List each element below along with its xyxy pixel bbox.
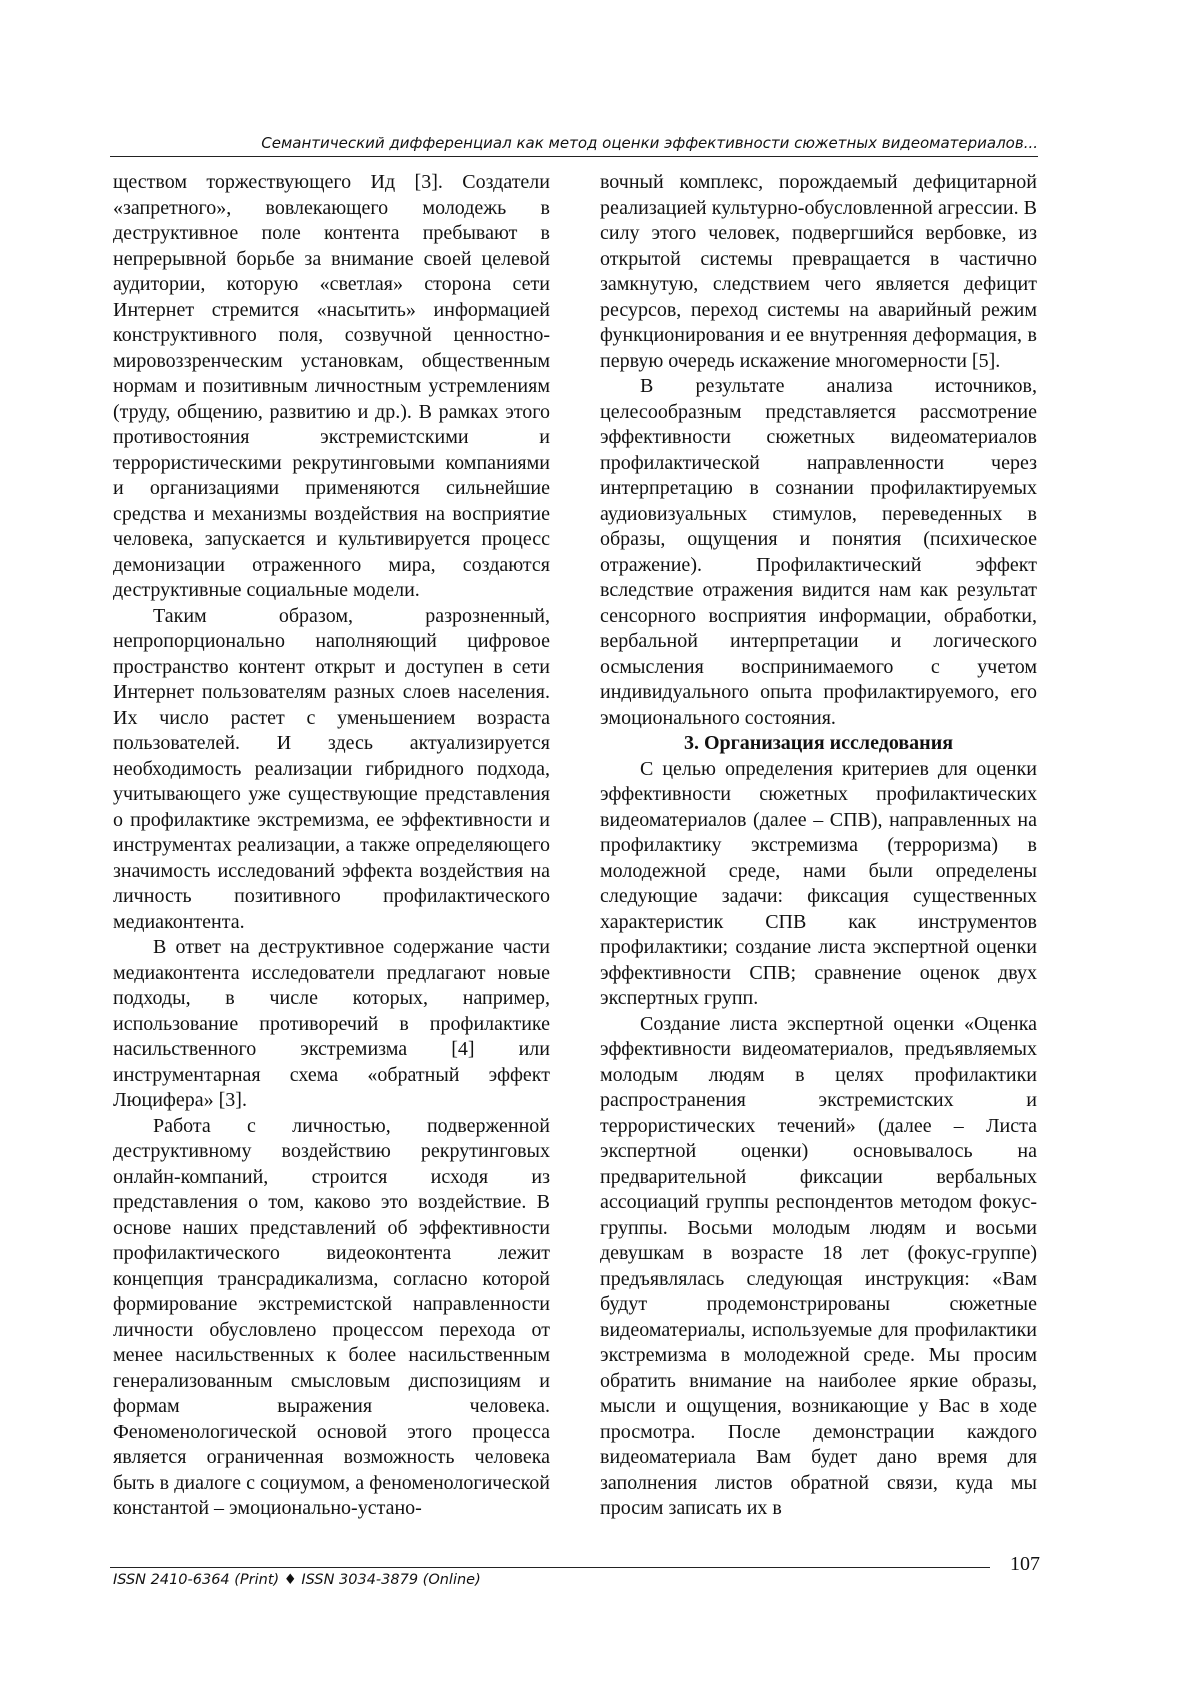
right-column [600, 170, 1037, 1522]
body-paragraph: С целью определения критериев для оценки эффективности сюжетных профилактических видеоматериалов (далее – СПВ), направленных на профилактику экстремизма (терроризма) в молодежной среде, нами были определены следующие задачи: фиксация существенных характеристик СПВ как инструментов профилактики; создание листа экспертной оценки эффективности СПВ; сравнение оценок двух экспертных групп. [600, 757, 1037, 1009]
running-header: Семантический дифференциал как метод оценки эффективности сюжетных видеоматериалов... [110, 130, 1038, 157]
body-paragraph: ществом торжествующего Ид [3]. Создатели «запретного», вовлекающего молодежь в деструктивное поле контента пребывают в непрерывной борьбе за внимание своей целевой аудитории, которую «светлая» сторона сети Интернет стремится «насытить» информацией конструктивного поля, созвучной ценностно-мировоззренческим установкам, общественным нормам и позитивным личностным устремлениям (труду, общению, развитию и др.). В рамках этого противостояния экстремистскими и террористическими рекрутинговыми компаниями и организациями применяются сильнейшие средства и механизмы воздействия на восприятие человека, запускается и культивируется процесс демонизации отраженного мира, создаются деструктивные социальные модели. [113, 171, 550, 601]
body-paragraph: Создание листа экспертной оценки «Оценка эффективности видеоматериалов, предъявляемых молодым людям в целях профилактики распространения экстремистских и террористических течений» (далее – Листа экспертной оценки) основывалось на предварительной фиксации вербальных ассоциаций группы респондентов методом фокус-группы. Восьми молодым людям и восьми девушкам в возрасте 18 лет (фокус-группе) предъявлялась следующая инструкция: «Вам будут продемонстрированы сюжетные видеоматериалы, используемые для профилактики экстремизма в молодежной среде. Мы просим обратить внимание на наиболее яркие образы, мысли и ощущения, возникающие у Вас в ходе просмотра. После демонстрации каждого видеоматериала Вам будет дано время для заполнения листов обратной связи, куда мы просим записать их в [600, 1012, 1037, 1519]
page-number: 107 [1010, 1553, 1040, 1575]
body-paragraph: вочный комплекс, порождаемый дефицитарной реализацией культурно-обусловленной агрессии. В силу этого человек, подвергшийся вербовке, из открытой системы превращается в частично замкнутую, следствием чего является дефицит ресурсов, переход системы на аварийный режим функционирования и ее внутренняя деформация, в первую очередь искажение многомерности [5]. [600, 171, 1037, 372]
section-heading: 3. Организация исследования [683, 732, 954, 754]
body-paragraph: В ответ на деструктивное содержание части медиаконтента исследователи предлагают новые подходы, в числе которых, например, использование противоречий в профилактике насильственного экстремизма [4] или инструментарная схема «обратный эффект Люцифера» [3]. [113, 936, 550, 1111]
footer-rule [110, 1567, 990, 1568]
issn-footer: ISSN 2410-6364 (Print) ♦ ISSN 3034-3879 (Online) [113, 1572, 481, 1588]
body-paragraph: Работа с личностью, подверженной деструктивному воздействию рекрутинговых онлайн-компаний, строится исходя из представления о том, каково это воздействие. В основе наших представлений об эффективности профилактического видеоконтента лежит концепция трансрадикализма, согласно которой формирование экстремистской направленности личности обусловлено процессом перехода от менее насильственных к более насильственным генерализованным смысловым диспозициям и формам выражения человека. Феноменологической основой этого процесса является ограниченная возможность человека быть в диалоге с социумом, а феноменологической константой – эмоционально-устано- [113, 1114, 550, 1519]
body-paragraph: Таким образом, разрозненный, непропорционально наполняющий цифровое пространство контент открыт и доступен в сети Интернет пользователям разных слоев населения. Их число растет с уменьшением возраста пользователей. И здесь актуализируется необходимость реализации гибридного подхода, учитывающего уже существующие представления о профилактике экстремизма, ее эффективности и инструментах реализации, а также определяющего значимость исследований эффекта воздействия на личность позитивного профилактического медиаконтента. [113, 604, 550, 933]
body-paragraph: В результате анализа источников, целесообразным представляется рассмотрение эффективности сюжетных видеоматериалов профилактической направленности через интерпретацию в сознании профилактируемых аудиовизуальных стимулов, переведенных в образы, ощущения и понятия (психическое отражение). Профилактический эффект вследствие отражения видится нам как результат сенсорного восприятия информации, обработки, вербальной интерпретации и логического осмысления воспринимаемого с учетом индивидуального опыта профилактируемого, его эмоционального состояния. [600, 375, 1037, 729]
left-column [113, 170, 550, 1522]
